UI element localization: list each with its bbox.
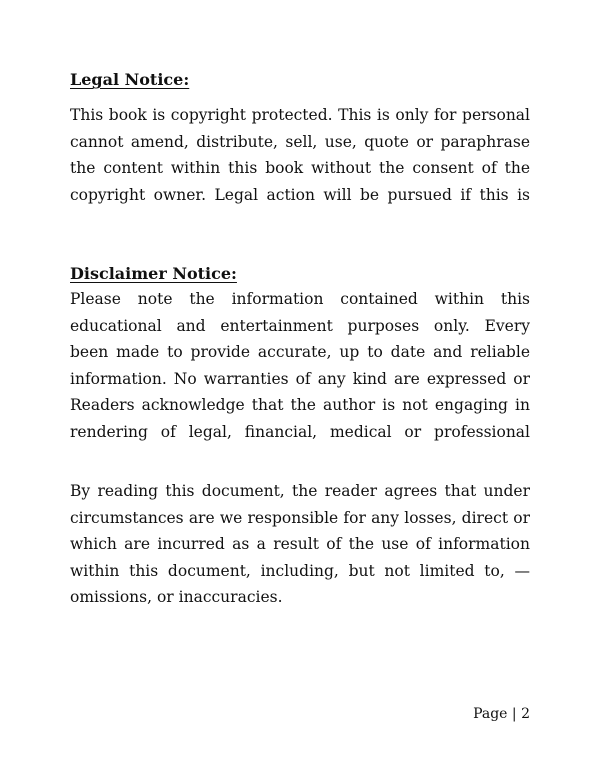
legal-line-4: copyright owner. Legal action will be pursued if this is bbox=[70, 185, 530, 204]
reading-line-5: omissions, or inaccuracies. bbox=[70, 588, 283, 606]
disclaimer-line-3: been made to provide accurate, up to date and reliable bbox=[70, 343, 530, 361]
disclaimer-line-1: Please note the information contained within this bbox=[70, 290, 530, 308]
disclaimer-paragraph bbox=[70, 286, 530, 445]
legal-line-2: cannot amend, distribute, sell, use, quote or paraphrase bbox=[70, 132, 530, 151]
reading-line-2: circumstances are we responsible for any losses, direct or bbox=[70, 508, 530, 527]
legal-notice-heading: Legal Notice: bbox=[70, 70, 190, 89]
disclaimer-line-4: information. No warranties of any kind are expressed or bbox=[70, 369, 530, 388]
reading-line-4: within this document, including, but not limited to, — bbox=[70, 561, 530, 580]
reading-line-3: which are incurred as a result of the use of information bbox=[70, 535, 530, 553]
page-number: Page | 2 bbox=[473, 706, 530, 722]
reading-agreement-paragraph bbox=[70, 478, 530, 611]
disclaimer-notice-heading: Disclaimer Notice: bbox=[70, 264, 237, 283]
disclaimer-line-5: Readers acknowledge that the author is not engaging in bbox=[70, 396, 530, 414]
legal-line-1: This book is copyright protected. This is only for personal bbox=[70, 106, 530, 124]
legal-notice-paragraph bbox=[70, 102, 530, 208]
reading-line-1: By reading this document, the reader agrees that under bbox=[70, 482, 530, 500]
disclaimer-line-2: educational and entertainment purposes only. Every bbox=[70, 316, 530, 335]
legal-line-3: the content within this book without the consent of the bbox=[70, 159, 530, 177]
disclaimer-line-6: rendering of legal, financial, medical or professional bbox=[70, 422, 530, 441]
